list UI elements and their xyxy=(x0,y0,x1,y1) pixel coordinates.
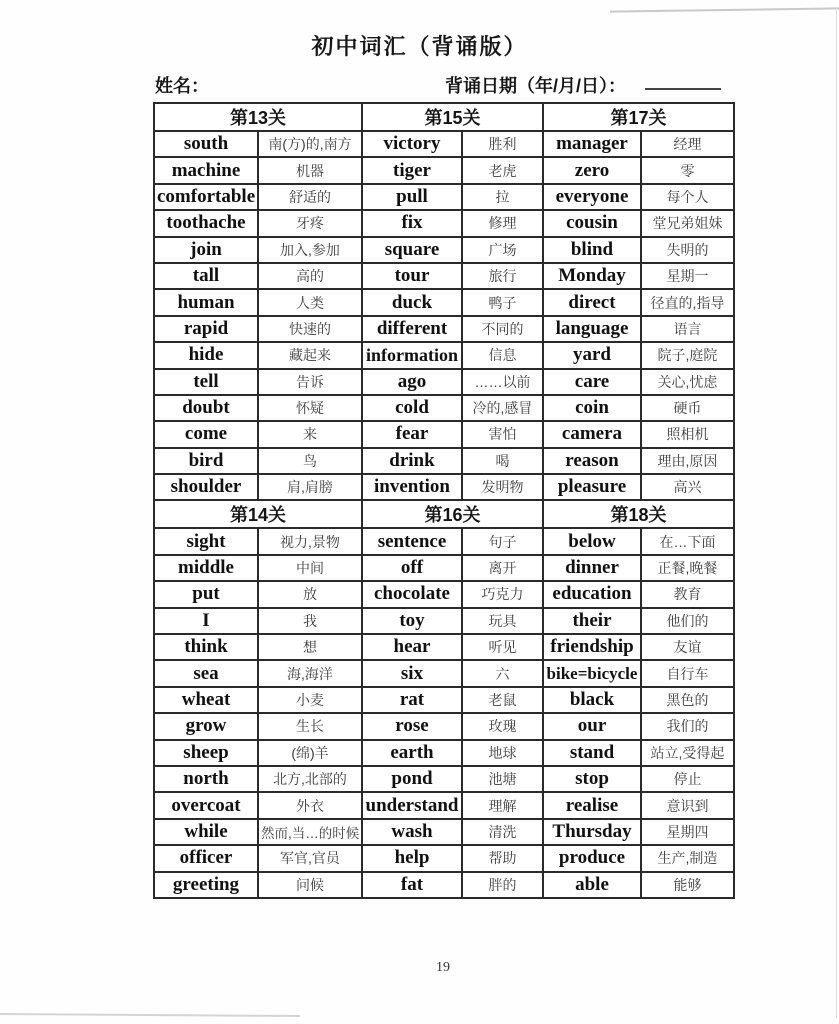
english-word-cell: fear xyxy=(362,421,462,447)
english-word-cell: middle xyxy=(154,555,258,581)
chinese-meaning-cell: 正餐,晚餐 xyxy=(641,555,734,581)
section-header: 第16关 xyxy=(362,500,543,528)
chinese-meaning-cell: 胜利 xyxy=(462,131,543,157)
vocab-row xyxy=(154,528,734,554)
english-word-cell: wheat xyxy=(154,687,258,713)
english-word-cell: education xyxy=(543,581,641,607)
english-word-cell: information xyxy=(362,342,462,368)
english-word-cell: dinner xyxy=(543,555,641,581)
chinese-meaning-cell: 人类 xyxy=(258,289,362,315)
chinese-meaning-cell: (绵)羊 xyxy=(258,740,362,766)
english-word-cell: overcoat xyxy=(154,792,258,818)
chinese-meaning-cell: 池塘 xyxy=(462,766,543,792)
chinese-meaning-cell: 我们的 xyxy=(641,713,734,739)
english-word-cell: pull xyxy=(362,184,462,210)
english-word-cell: ago xyxy=(362,369,462,395)
english-word-cell: sea xyxy=(154,660,258,686)
vocab-table xyxy=(153,102,735,899)
english-word-cell: sheep xyxy=(154,740,258,766)
english-word-cell: friendship xyxy=(543,634,641,660)
chinese-meaning-cell: 然而,当…的时候 xyxy=(258,819,362,845)
vocab-row xyxy=(154,342,734,368)
english-word-cell: south xyxy=(154,131,258,157)
vocab-row xyxy=(154,660,734,686)
english-word-cell: invention xyxy=(362,474,462,500)
english-word-cell: Monday xyxy=(543,263,641,289)
chinese-meaning-cell: 广场 xyxy=(462,237,543,263)
chinese-meaning-cell: 堂兄弟姐妹 xyxy=(641,210,734,236)
chinese-meaning-cell: 玫瑰 xyxy=(462,713,543,739)
chinese-meaning-cell: 加入,参加 xyxy=(258,237,362,263)
chinese-meaning-cell: 老鼠 xyxy=(462,687,543,713)
english-word-cell: realise xyxy=(543,792,641,818)
vocab-row xyxy=(154,608,734,634)
chinese-meaning-cell: 冷的,感冒 xyxy=(462,395,543,421)
english-word-cell: able xyxy=(543,872,641,898)
chinese-meaning-cell: 放 xyxy=(258,581,362,607)
chinese-meaning-cell: 生产,制造 xyxy=(641,845,734,871)
chinese-meaning-cell: 胖的 xyxy=(462,872,543,898)
vocab-row xyxy=(154,263,734,289)
english-word-cell: care xyxy=(543,369,641,395)
chinese-meaning-cell: 径直的,指导 xyxy=(641,289,734,315)
chinese-meaning-cell: 告诉 xyxy=(258,369,362,395)
vocab-row xyxy=(154,237,734,263)
scan-artifact-bottom xyxy=(0,1013,300,1017)
scan-artifact-right xyxy=(836,8,837,1018)
chinese-meaning-cell: 问候 xyxy=(258,872,362,898)
english-word-cell: toothache xyxy=(154,210,258,236)
english-word-cell: north xyxy=(154,766,258,792)
date-blank-line xyxy=(645,88,721,90)
chinese-meaning-cell: 六 xyxy=(462,660,543,686)
chinese-meaning-cell: 照相机 xyxy=(641,421,734,447)
chinese-meaning-cell: 硬币 xyxy=(641,395,734,421)
english-word-cell: chocolate xyxy=(362,581,462,607)
chinese-meaning-cell: 鸭子 xyxy=(462,289,543,315)
chinese-meaning-cell: 零 xyxy=(641,157,734,183)
chinese-meaning-cell: 信息 xyxy=(462,342,543,368)
chinese-meaning-cell: 每个人 xyxy=(641,184,734,210)
chinese-meaning-cell: 南(方)的,南方 xyxy=(258,131,362,157)
vocab-row xyxy=(154,474,734,500)
vocab-row xyxy=(154,581,734,607)
english-word-cell: fat xyxy=(362,872,462,898)
chinese-meaning-cell: 院子,庭院 xyxy=(641,342,734,368)
vocab-row xyxy=(154,687,734,713)
chinese-meaning-cell: 来 xyxy=(258,421,362,447)
english-word-cell: rat xyxy=(362,687,462,713)
english-word-cell: square xyxy=(362,237,462,263)
chinese-meaning-cell: 高兴 xyxy=(641,474,734,500)
date-label: 背诵日期（年/月/日）： xyxy=(445,76,627,96)
section-header: 第17关 xyxy=(543,103,734,131)
vocab-row xyxy=(154,845,734,871)
chinese-meaning-cell: 教育 xyxy=(641,581,734,607)
english-word-cell: drink xyxy=(362,448,462,474)
english-word-cell: cold xyxy=(362,395,462,421)
chinese-meaning-cell: 喝 xyxy=(462,448,543,474)
english-word-cell: direct xyxy=(543,289,641,315)
chinese-meaning-cell: 理由,原因 xyxy=(641,448,734,474)
english-word-cell: coin xyxy=(543,395,641,421)
english-word-cell: help xyxy=(362,845,462,871)
section-header: 第15关 xyxy=(362,103,543,131)
english-word-cell: cousin xyxy=(543,210,641,236)
chinese-meaning-cell: 星期一 xyxy=(641,263,734,289)
chinese-meaning-cell: 机器 xyxy=(258,157,362,183)
section-header-row xyxy=(154,103,734,131)
chinese-meaning-cell: 语言 xyxy=(641,316,734,342)
chinese-meaning-cell: 地球 xyxy=(462,740,543,766)
vocab-row xyxy=(154,819,734,845)
chinese-meaning-cell: 关心,忧虑 xyxy=(641,369,734,395)
chinese-meaning-cell: 生长 xyxy=(258,713,362,739)
english-word-cell: rose xyxy=(362,713,462,739)
chinese-meaning-cell: 牙疼 xyxy=(258,210,362,236)
english-word-cell: tiger xyxy=(362,157,462,183)
english-word-cell: black xyxy=(543,687,641,713)
english-word-cell: officer xyxy=(154,845,258,871)
page-number: 19 xyxy=(436,960,450,975)
english-word-cell: tour xyxy=(362,263,462,289)
english-word-cell: sight xyxy=(154,528,258,554)
chinese-meaning-cell: 舒适的 xyxy=(258,184,362,210)
chinese-meaning-cell: 修理 xyxy=(462,210,543,236)
english-word-cell: language xyxy=(543,316,641,342)
chinese-meaning-cell: 军官,官员 xyxy=(258,845,362,871)
english-word-cell: blind xyxy=(543,237,641,263)
vocab-row xyxy=(154,316,734,342)
english-word-cell: stand xyxy=(543,740,641,766)
english-word-cell: off xyxy=(362,555,462,581)
english-word-cell: earth xyxy=(362,740,462,766)
chinese-meaning-cell: 失明的 xyxy=(641,237,734,263)
vocab-row xyxy=(154,157,734,183)
english-word-cell: rapid xyxy=(154,316,258,342)
chinese-meaning-cell: 视力,景物 xyxy=(258,528,362,554)
chinese-meaning-cell: 巧克力 xyxy=(462,581,543,607)
vocab-row xyxy=(154,555,734,581)
chinese-meaning-cell: 小麦 xyxy=(258,687,362,713)
section-header: 第13关 xyxy=(154,103,362,131)
chinese-meaning-cell: 旅行 xyxy=(462,263,543,289)
english-word-cell: human xyxy=(154,289,258,315)
chinese-meaning-cell: 星期四 xyxy=(641,819,734,845)
english-word-cell: sentence xyxy=(362,528,462,554)
english-word-cell: duck xyxy=(362,289,462,315)
vocab-table-body xyxy=(154,103,734,898)
chinese-meaning-cell: ……以前 xyxy=(462,369,543,395)
english-word-cell: our xyxy=(543,713,641,739)
vocab-row xyxy=(154,421,734,447)
chinese-meaning-cell: 我 xyxy=(258,608,362,634)
chinese-meaning-cell: 发明物 xyxy=(462,474,543,500)
chinese-meaning-cell: 能够 xyxy=(641,872,734,898)
vocab-row xyxy=(154,369,734,395)
english-word-cell: tall xyxy=(154,263,258,289)
english-word-cell: while xyxy=(154,819,258,845)
english-word-cell: manager xyxy=(543,131,641,157)
chinese-meaning-cell: 鸟 xyxy=(258,448,362,474)
chinese-meaning-cell: 藏起来 xyxy=(258,342,362,368)
english-word-cell: understand xyxy=(362,792,462,818)
english-word-cell: fix xyxy=(362,210,462,236)
chinese-meaning-cell: 停止 xyxy=(641,766,734,792)
chinese-meaning-cell: 害怕 xyxy=(462,421,543,447)
chinese-meaning-cell: 帮助 xyxy=(462,845,543,871)
meta-row xyxy=(153,72,733,102)
chinese-meaning-cell: 在…下面 xyxy=(641,528,734,554)
english-word-cell: hear xyxy=(362,634,462,660)
english-word-cell: six xyxy=(362,660,462,686)
vocab-row xyxy=(154,634,734,660)
chinese-meaning-cell: 高的 xyxy=(258,263,362,289)
english-word-cell: think xyxy=(154,634,258,660)
english-word-cell: I xyxy=(154,608,258,634)
chinese-meaning-cell: 听见 xyxy=(462,634,543,660)
section-header: 第14关 xyxy=(154,500,362,528)
english-word-cell: doubt xyxy=(154,395,258,421)
english-word-cell: bike=bicycle xyxy=(543,660,641,686)
english-word-cell: come xyxy=(154,421,258,447)
english-word-cell: pleasure xyxy=(543,474,641,500)
vocab-row xyxy=(154,395,734,421)
english-word-cell: grow xyxy=(154,713,258,739)
english-word-cell: stop xyxy=(543,766,641,792)
vocab-row xyxy=(154,792,734,818)
vocab-row xyxy=(154,766,734,792)
section-header: 第18关 xyxy=(543,500,734,528)
english-word-cell: victory xyxy=(362,131,462,157)
english-word-cell: greeting xyxy=(154,872,258,898)
english-word-cell: yard xyxy=(543,342,641,368)
section-header-row xyxy=(154,500,734,528)
chinese-meaning-cell: 句子 xyxy=(462,528,543,554)
chinese-meaning-cell: 黑色的 xyxy=(641,687,734,713)
vocab-row xyxy=(154,872,734,898)
english-word-cell: different xyxy=(362,316,462,342)
chinese-meaning-cell: 友谊 xyxy=(641,634,734,660)
english-word-cell: join xyxy=(154,237,258,263)
vocab-row xyxy=(154,289,734,315)
english-word-cell: below xyxy=(543,528,641,554)
english-word-cell: hide xyxy=(154,342,258,368)
chinese-meaning-cell: 理解 xyxy=(462,792,543,818)
english-word-cell: everyone xyxy=(543,184,641,210)
vocab-row xyxy=(154,131,734,157)
english-word-cell: toy xyxy=(362,608,462,634)
english-word-cell: comfortable xyxy=(154,184,258,210)
chinese-meaning-cell: 经理 xyxy=(641,131,734,157)
chinese-meaning-cell: 怀疑 xyxy=(258,395,362,421)
english-word-cell: Thursday xyxy=(543,819,641,845)
chinese-meaning-cell: 想 xyxy=(258,634,362,660)
vocab-row xyxy=(154,184,734,210)
page-title: 初中词汇（背诵版） xyxy=(311,34,528,59)
chinese-meaning-cell: 快速的 xyxy=(258,316,362,342)
chinese-meaning-cell: 老虎 xyxy=(462,157,543,183)
chinese-meaning-cell: 拉 xyxy=(462,184,543,210)
english-word-cell: reason xyxy=(543,448,641,474)
chinese-meaning-cell: 外衣 xyxy=(258,792,362,818)
english-word-cell: their xyxy=(543,608,641,634)
chinese-meaning-cell: 肩,肩膀 xyxy=(258,474,362,500)
english-word-cell: produce xyxy=(543,845,641,871)
chinese-meaning-cell: 清洗 xyxy=(462,819,543,845)
chinese-meaning-cell: 自行车 xyxy=(641,660,734,686)
english-word-cell: pond xyxy=(362,766,462,792)
english-word-cell: tell xyxy=(154,369,258,395)
vocab-row xyxy=(154,740,734,766)
chinese-meaning-cell: 站立,受得起 xyxy=(641,740,734,766)
chinese-meaning-cell: 意识到 xyxy=(641,792,734,818)
chinese-meaning-cell: 他们的 xyxy=(641,608,734,634)
vocab-row xyxy=(154,210,734,236)
chinese-meaning-cell: 北方,北部的 xyxy=(258,766,362,792)
english-word-cell: machine xyxy=(154,157,258,183)
scan-artifact-top xyxy=(610,7,839,12)
chinese-meaning-cell: 中间 xyxy=(258,555,362,581)
english-word-cell: shoulder xyxy=(154,474,258,500)
chinese-meaning-cell: 不同的 xyxy=(462,316,543,342)
english-word-cell: wash xyxy=(362,819,462,845)
english-word-cell: zero xyxy=(543,157,641,183)
english-word-cell: bird xyxy=(154,448,258,474)
vocab-row xyxy=(154,448,734,474)
name-label: 姓名： xyxy=(155,76,209,96)
vocab-row xyxy=(154,713,734,739)
english-word-cell: camera xyxy=(543,421,641,447)
chinese-meaning-cell: 玩具 xyxy=(462,608,543,634)
chinese-meaning-cell: 海,海洋 xyxy=(258,660,362,686)
english-word-cell: put xyxy=(154,581,258,607)
chinese-meaning-cell: 离开 xyxy=(462,555,543,581)
worksheet-content xyxy=(153,72,733,899)
